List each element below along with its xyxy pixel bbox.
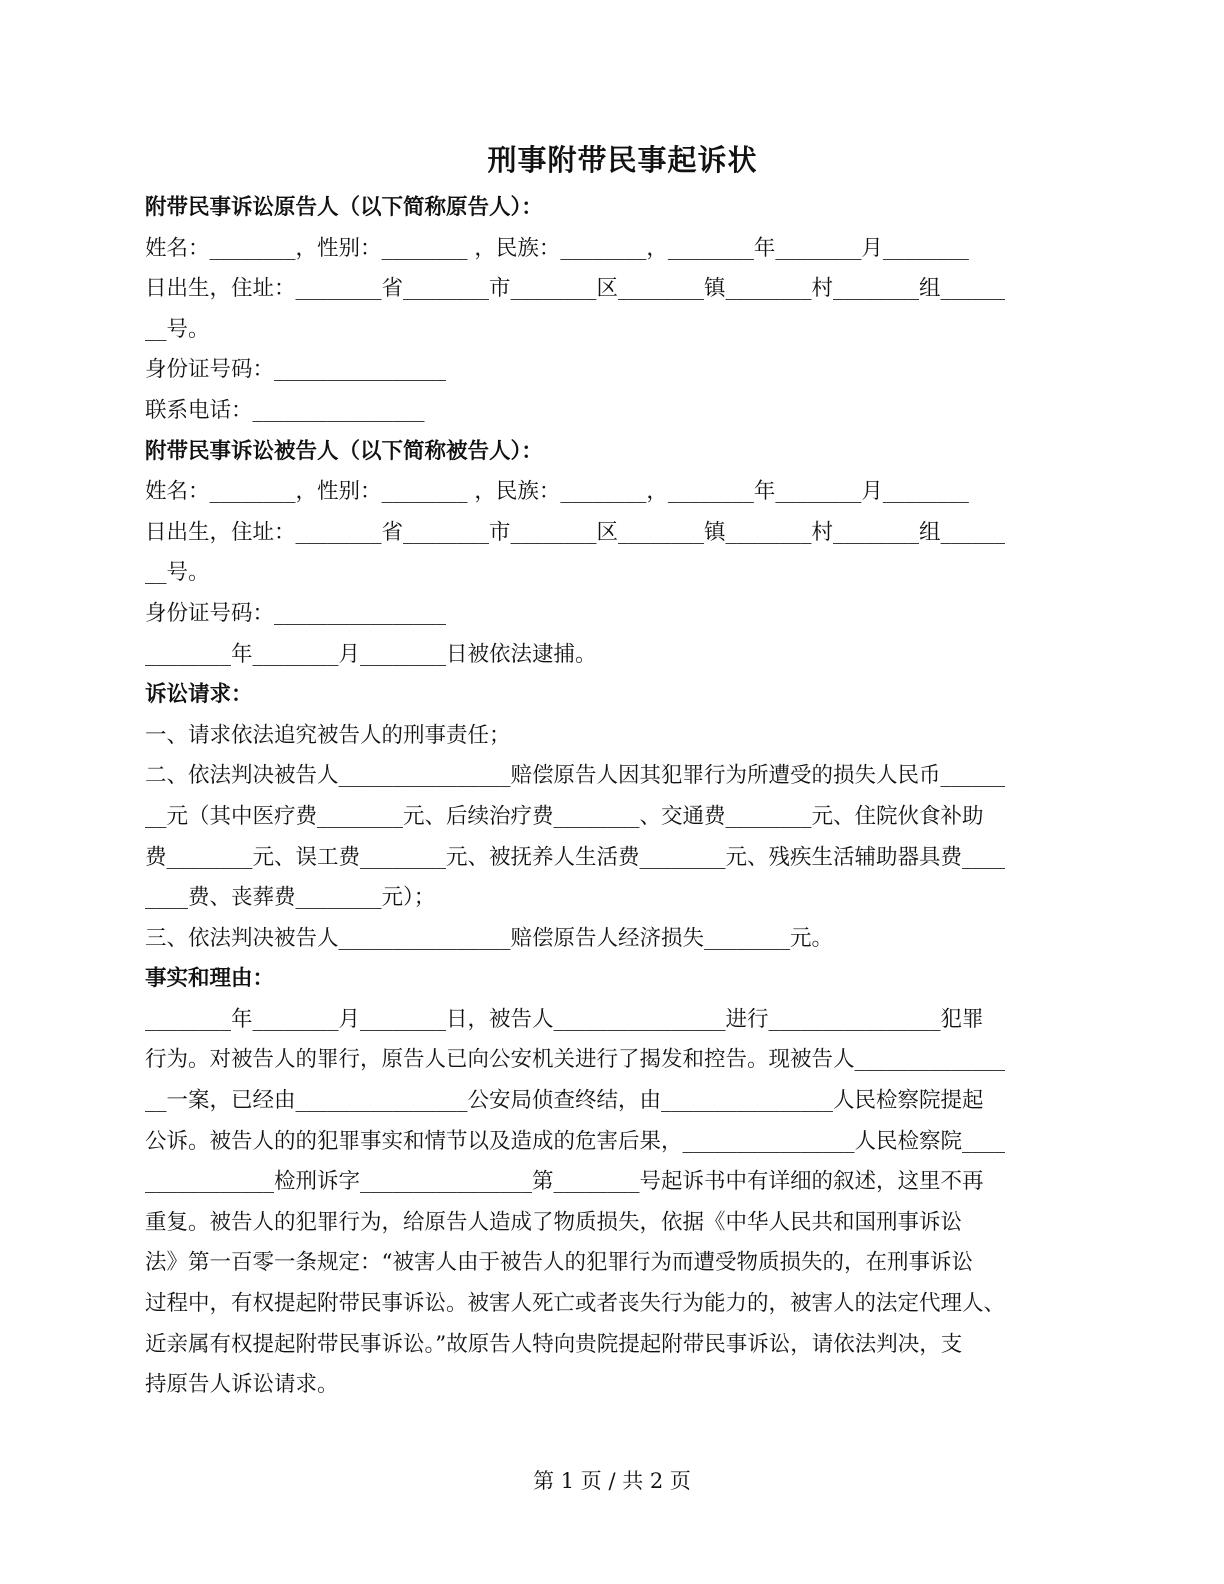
text-line: 重复。被告人的犯罪行为，给原告人造成了物质损失，依据《中华人民共和国刑事诉讼 <box>145 1209 963 1235</box>
text-line: 联系电话：________________ <box>145 397 425 423</box>
text-line: 法》第一百零一条规定：“被害人由于被告人的犯罪行为而遭受物质损失的，在刑事诉讼 <box>145 1250 973 1276</box>
text-line: 日出生，住址：________省________市________区________镇________村________组______ <box>145 276 1006 302</box>
text-line: 三、依法判决被告人________________赔偿原告人经济损失________元。 <box>145 925 834 951</box>
document-lines <box>145 188 1100 1406</box>
text-line: 二、依法判决被告人________________赔偿原告人因其犯罪行为所遭受的损失人民币______ <box>145 763 1006 789</box>
text-line: 行为。对被告人的罪行，原告人已向公安机关进行了揭发和控告。现被告人______________ <box>145 1047 1006 1073</box>
text-line: __号。 <box>145 560 210 586</box>
text-line: 持原告人诉讼请求。 <box>145 1372 339 1398</box>
text-line: 公诉。被告人的的犯罪事实和情节以及造成的危害后果，________________人民检察院____ <box>145 1128 1006 1154</box>
text-line: 一、请求依法追究被告人的刑事责任； <box>145 722 511 748</box>
document-title: 刑事附带民事起诉状 <box>487 143 758 177</box>
section-heading: 附带民事诉讼被告人（以下简称被告人）： <box>145 438 543 464</box>
text-line: 过程中，有权提起附带民事诉讼。被害人死亡或者丧失行为能力的，被害人的法定代理人、 <box>145 1291 1006 1317</box>
text-line: ________年________月________日被依法逮捕。 <box>145 641 597 667</box>
section-heading: 诉讼请求： <box>145 682 253 708</box>
text-line: ____________检刑诉字________________第________号起诉书中有详细的叙述，这里不再 <box>145 1169 984 1195</box>
text-line: ________年________月________日，被告人________________进行________________犯罪 <box>145 1006 984 1032</box>
text-line: 姓名：________，性别：________ ，民族：________，________年________月________ <box>145 479 969 505</box>
text-line: 近亲属有权提起附带民事诉讼。”故原告人特向贵院提起附带民事诉讼，请依法判决，支 <box>145 1331 963 1357</box>
text-line: __元（其中医疗费________元、后续治疗费________、交通费________元、住院伙食补助 <box>145 803 984 829</box>
document-body <box>145 138 1100 1406</box>
text-line: 日出生，住址：________省________市________区________镇________村________组______ <box>145 519 1006 545</box>
text-line: 身份证号码：________________ <box>145 357 447 383</box>
page-footer: 第 1 页 / 共 2 页 <box>533 1469 691 1493</box>
text-line: __一案，已经由________________公安局侦查终结，由________________人民检察院提起 <box>145 1088 984 1114</box>
text-line: ____费、丧葬费________元）； <box>145 885 436 911</box>
text-line: 费________元、误工费________元、被抚养人生活费________元、残疾生活辅助器具费____ <box>145 844 1006 870</box>
text-line: 身份证号码：________________ <box>145 600 447 626</box>
section-heading: 事实和理由： <box>145 966 275 992</box>
text-line: 姓名：________，性别：________ ，民族：________，________年________月________ <box>145 235 969 261</box>
section-heading: 附带民事诉讼原告人（以下简称原告人）： <box>145 195 543 220</box>
text-line: __号。 <box>145 316 210 342</box>
